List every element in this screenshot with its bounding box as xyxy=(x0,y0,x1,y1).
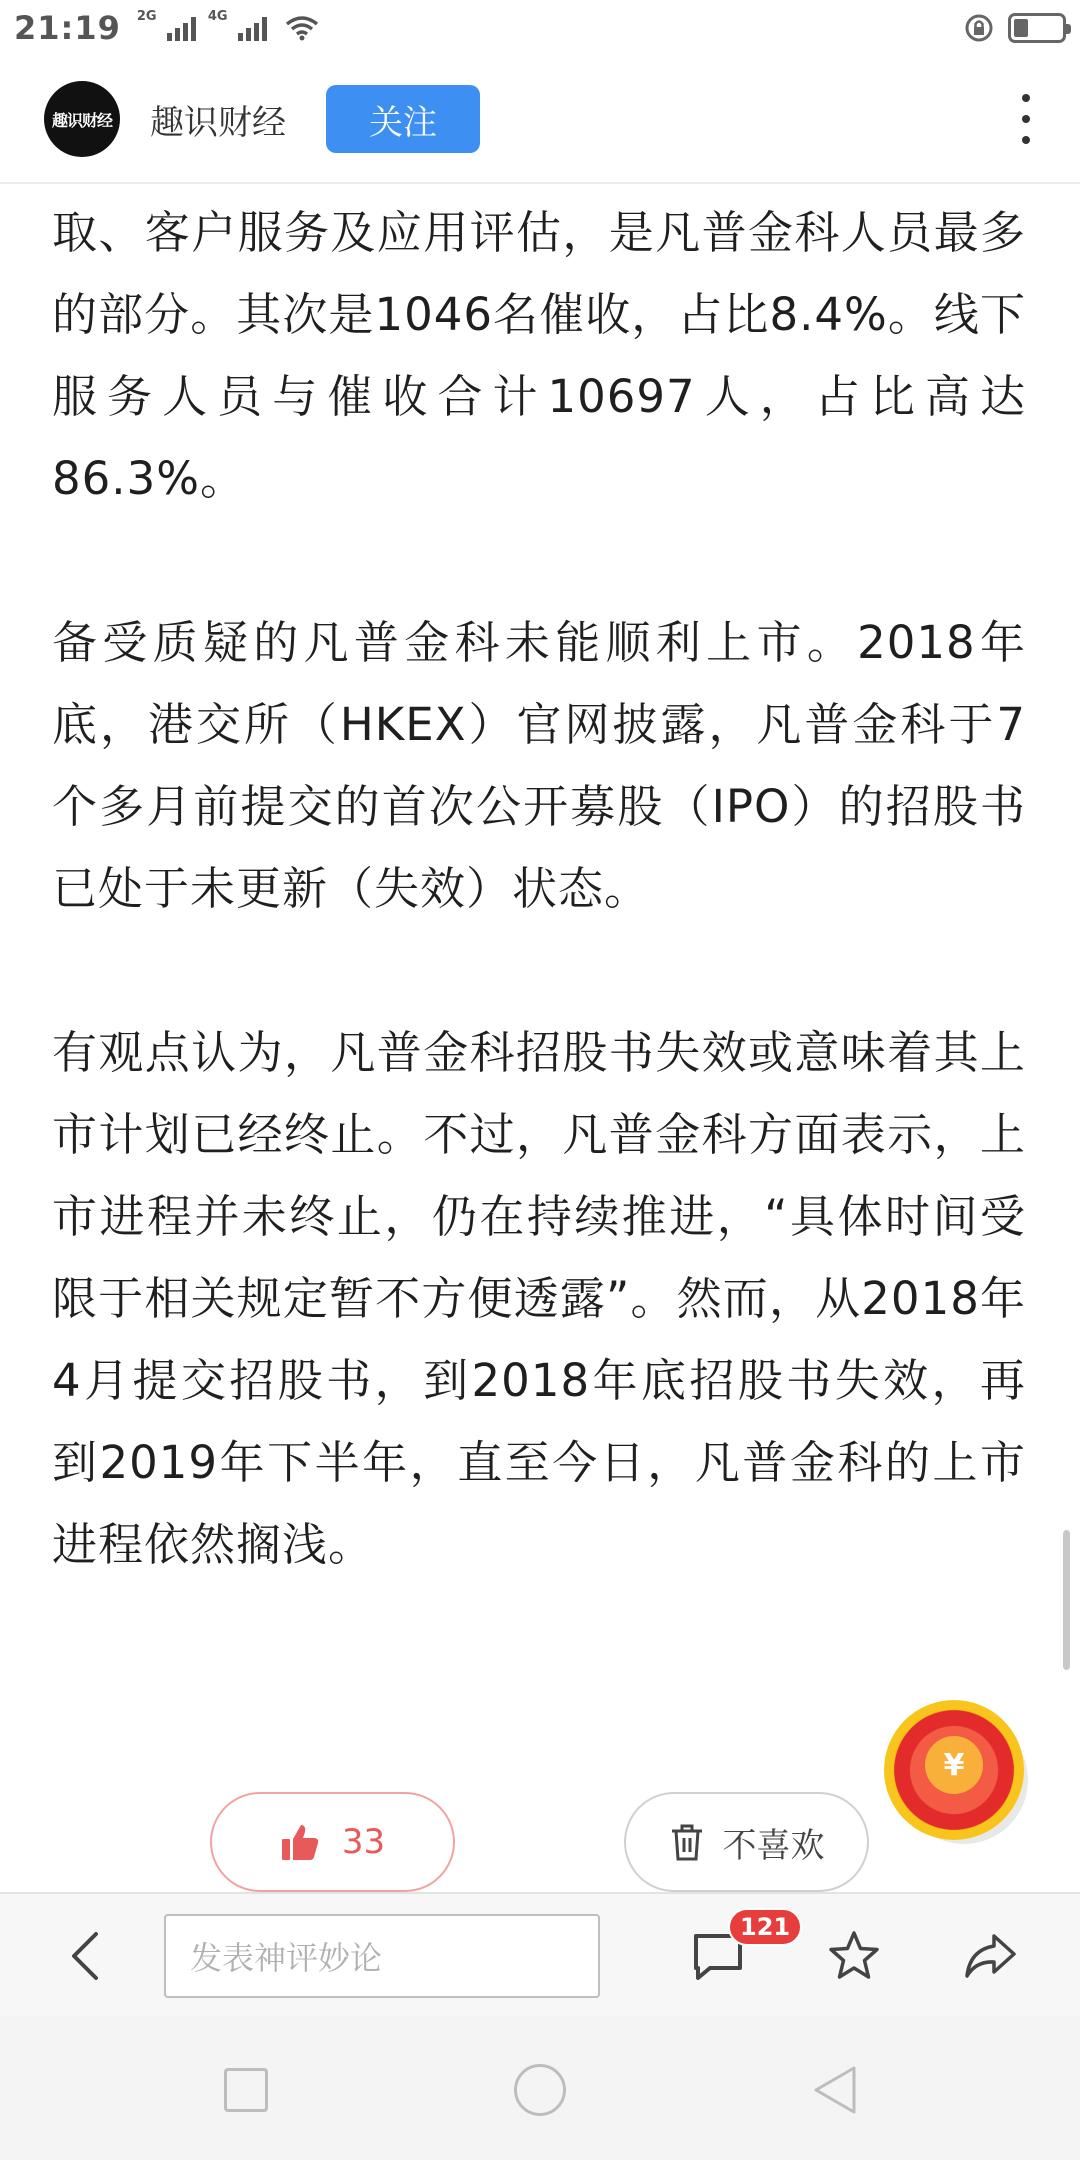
rotation-lock-icon xyxy=(964,13,994,43)
system-navigation-bar xyxy=(0,2016,1080,2160)
battery-icon xyxy=(1008,13,1066,43)
status-bar xyxy=(0,0,1080,56)
home-icon[interactable] xyxy=(514,2064,566,2116)
thumbs-up-icon xyxy=(280,1822,320,1862)
article-body xyxy=(52,192,1026,1668)
article-paragraph: 有观点认为，凡普金科招股书失效或意味着其上市计划已经终止。不过，凡普金科方面表示，上市进程并未终止，仍在持续推进，“具体时间受限于相关规定暂不方便透露”。然而，从2018年4月提交招股书，到2018年底招股书失效，再到2019年下半年，直至今日，凡普金科的上市进程依然搁浅。 xyxy=(52,1026,1026,1571)
signal-icon-2 xyxy=(207,9,267,41)
scrollbar[interactable] xyxy=(1063,1530,1070,1670)
bottom-action-bar xyxy=(0,1892,1080,2016)
back-arrow-icon[interactable] xyxy=(62,1928,110,1984)
comment-input[interactable]: 发表神评妙论 xyxy=(164,1914,600,1998)
trash-icon xyxy=(669,1822,705,1862)
channel-name[interactable]: 趣识财经 xyxy=(150,102,286,143)
yuan-coin-icon: ¥ xyxy=(925,1736,983,1794)
red-packet-button[interactable] xyxy=(884,1700,1024,1840)
signal-icon xyxy=(136,9,196,41)
status-time: 21:19 xyxy=(14,9,121,47)
article-header xyxy=(0,56,1080,184)
article-paragraph: 取、客户服务及应用评估，是凡普金科人员最多的部分。其次是1046名催收，占比8.4%。线下服务人员与催收合计10697人，占比高达86.3%。 xyxy=(52,206,1026,505)
status-right xyxy=(964,13,1066,43)
more-options-icon[interactable] xyxy=(1016,94,1036,144)
like-count: 33 xyxy=(341,1822,386,1862)
dislike-label: 不喜欢 xyxy=(722,1825,825,1866)
follow-button[interactable]: 关注 xyxy=(326,85,480,153)
system-back-icon[interactable] xyxy=(810,2064,860,2116)
dislike-button[interactable] xyxy=(624,1792,869,1892)
network-type-1: 2G xyxy=(136,9,157,24)
share-icon[interactable] xyxy=(962,1928,1018,1984)
like-button[interactable] xyxy=(210,1792,455,1892)
battery-level xyxy=(1014,19,1028,37)
channel-logo[interactable]: 趣识财经 xyxy=(44,81,120,157)
network-type-2: 4G xyxy=(207,9,228,24)
recent-apps-icon[interactable] xyxy=(224,2068,268,2112)
wifi-icon xyxy=(285,15,319,41)
network-indicators xyxy=(136,9,319,41)
comment-count-badge: 121 xyxy=(728,1908,802,1946)
star-icon[interactable] xyxy=(826,1928,882,1984)
article-paragraph: 备受质疑的凡普金科未能顺利上市。2018年底，港交所（HKEX）官网披露，凡普金科于7个多月前提交的首次公开募股（IPO）的招股书已处于未更新（失效）状态。 xyxy=(52,616,1026,915)
